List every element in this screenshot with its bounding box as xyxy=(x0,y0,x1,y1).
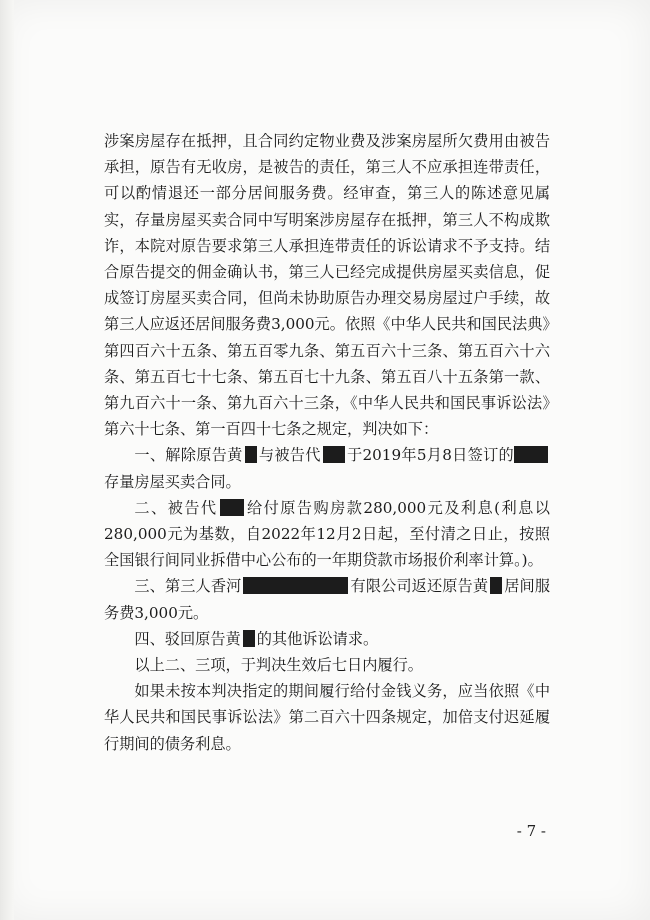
redaction-block xyxy=(220,499,244,516)
redaction-block xyxy=(514,446,548,463)
paper-edge xyxy=(0,0,14,920)
redaction-block xyxy=(243,630,255,647)
ruling-item-4: 四、驳回原告黄 的其他诉讼请求。 xyxy=(134,629,379,648)
redaction-block xyxy=(323,446,345,463)
ruling-item-1: 一、解除原告黄 与被告代 于2019年5月8日签订的存量房屋买卖合同。 xyxy=(104,442,550,494)
redaction-block xyxy=(243,577,348,594)
redaction-block xyxy=(245,446,257,463)
ruling-item-2: 二、被告代 给付原告购房款280,000元及利息(利息以280,000元为基数，自2022年12月2日起，至付清之日止，按照全国银行间同业拆借中心公布的一年期贷款市场报价利率计算。)。 xyxy=(104,498,550,570)
reasoning-paragraph: 涉案房屋存在抵押，且合同约定物业费及涉案房屋所欠费用由被告承担，原告有无收房，是被告的责任，第三人不应承担连带责任，可以酌情退还一部分居间服务费。经审查，第三人的陈述意见属实，存量房屋买卖合同中写明案涉房屋存在抵押，第三人不构成欺诈，本院对原告要求第三人承担连带责任的诉讼请求不予支持。结合原告提交的佣金确认书，第三人已经完成提供房屋买卖信息，促成签订房屋买卖合同，但尚未协助原告办理交易房屋过户手续，故第三人应返还居间服务费3,000元。依照《中华人民共和国民法典》第四百六十五条、第五百零九条、第五百六十三条、第五百六十六条、第五百七十七条、第五百七十九条、第五百八十五条第一款、第九百六十一条、第九百六十三条，《中华人民共和国民事诉讼法》第六十七条、第一百四十七条之规定，判决如下： xyxy=(104,132,550,439)
performance-clause: 以上二、三项，于判决生效后七日内履行。 xyxy=(134,656,423,675)
page-number: - 7 - xyxy=(516,822,546,840)
default-warning: 如果未按本判决指定的期间履行给付金钱义务，应当依照《中华人民共和国民事诉讼法》第二百六十四条规定，加倍支付迟延履行期间的债务利息。 xyxy=(104,682,550,753)
ruling-item-3: 三、第三人香河 有限公司返还原告黄 居间服务费3,000元。 xyxy=(104,577,551,622)
judgment-body xyxy=(104,128,550,757)
redaction-block xyxy=(490,577,502,594)
